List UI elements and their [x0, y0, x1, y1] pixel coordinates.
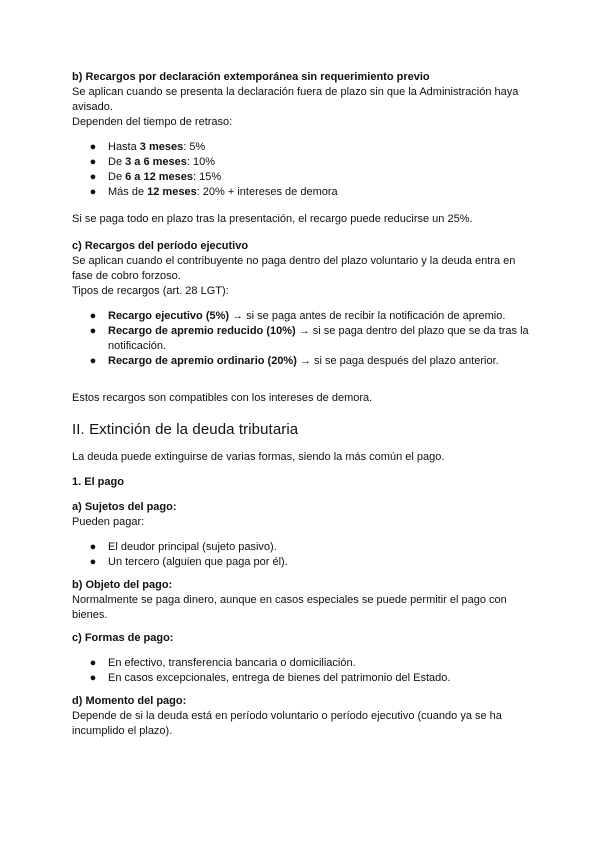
bullet-icon: ●	[89, 156, 97, 168]
bullet-icon: ●	[89, 541, 97, 553]
bullet-icon: ●	[89, 672, 97, 684]
section-c-list	[72, 309, 532, 369]
list-item: ● Recargo ejecutivo (5%) → si se paga antes de recibir la notificación de apremio.	[89, 310, 506, 322]
section-ii-heading: II. Extinción de la deuda tributaria	[72, 421, 299, 438]
objeto-title: b) Objeto del pago:	[72, 579, 173, 591]
section-ii-intro: La deuda puede extinguirse de varias formas, siendo la más común el pago.	[72, 451, 445, 463]
list-item: ● Un tercero (alguien que paga por él).	[89, 556, 288, 568]
pago-heading: 1. El pago	[72, 476, 124, 488]
list-item: ● De 3 a 6 meses: 10%	[89, 156, 216, 168]
list-item: ● Más de 12 meses: 20% + intereses de demora	[89, 186, 338, 198]
bullet-icon: ●	[89, 186, 97, 198]
section-c-paragraph-2: Tipos de recargos (art. 28 LGT):	[72, 285, 229, 297]
document-page	[72, 70, 532, 739]
list-item: ● De 6 a 12 meses: 15%	[89, 171, 222, 183]
sujetos-title: a) Sujetos del pago:	[72, 501, 177, 513]
section-c-title: c) Recargos del período ejecutivo	[72, 240, 249, 252]
section-b-title: b) Recargos por declaración extemporánea sin requerimiento previo	[72, 71, 430, 83]
bullet-icon: ●	[89, 171, 97, 183]
bullet-icon: ●	[89, 310, 97, 322]
list-item: ● En casos excepcionales, entrega de bienes del patrimonio del Estado.	[89, 672, 451, 684]
sujetos-list	[72, 540, 532, 570]
bullet-icon: ●	[89, 141, 97, 153]
momento-paragraph: Depende de si la deuda está en período voluntario o período ejecutivo (cuando ya se ha incumplido el plazo).	[72, 710, 502, 737]
formas-title: c) Formas de pago:	[72, 632, 174, 644]
formas-list	[72, 656, 532, 686]
momento-title: d) Momento del pago:	[72, 695, 187, 707]
section-b-paragraph-1: Se aplican cuando se presenta la declaración fuera de plazo sin que la Administración haya avisado.	[72, 86, 519, 113]
bullet-icon: ●	[89, 657, 97, 669]
list-item: ● Recargo de apremio ordinario (20%) → si se paga después del plazo anterior.	[89, 355, 499, 367]
bullet-icon: ●	[89, 325, 97, 337]
section-c-note: Estos recargos son compatibles con los intereses de demora.	[72, 392, 373, 404]
section-b-list	[72, 140, 532, 200]
section-b-note: Si se paga todo en plazo tras la presentación, el recargo puede reducirse un 25%.	[72, 213, 473, 225]
section-c-paragraph-1: Se aplican cuando el contribuyente no paga dentro del plazo voluntario y la deuda entra en fase de cobro forzoso.	[72, 255, 516, 282]
objeto-paragraph: Normalmente se paga dinero, aunque en casos especiales se puede permitir el pago con bienes.	[72, 594, 507, 621]
list-item: ● En efectivo, transferencia bancaria o domiciliación.	[89, 657, 356, 669]
list-item: ● El deudor principal (sujeto pasivo).	[89, 541, 277, 553]
list-item: ● Hasta 3 meses: 5%	[89, 141, 206, 153]
sujetos-paragraph: Pueden pagar:	[72, 516, 145, 528]
list-item: ● Recargo de apremio reducido (10%) → si se paga dentro del plazo que se da tras la notificación.	[89, 325, 529, 352]
section-b-paragraph-2: Dependen del tiempo de retraso:	[72, 116, 233, 128]
bullet-icon: ●	[89, 355, 97, 367]
bullet-icon: ●	[89, 556, 97, 568]
